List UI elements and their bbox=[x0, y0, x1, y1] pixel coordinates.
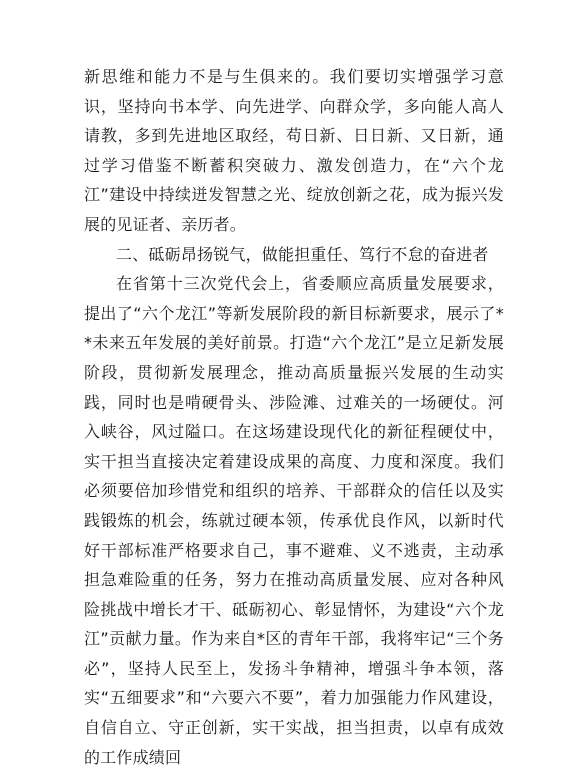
paragraph-continuation: 新思维和能力不是与生俱来的。我们要切实增强学习意识，坚持向书本学、向先进学、向群众学，多向能人高人请教，多到先进地区取经，苟日新、日日新、又日新，通过学习借鉴不断蓄积突破力、激发创造力，在“六个龙江”建设中持续迸发智慧之光、绽放创新之花，成为振兴发展的见证者、亲历者。 bbox=[84, 67, 504, 234]
document-body bbox=[84, 62, 504, 772]
paragraph-body: 在省第十三次党代会上，省委顺应高质量发展要求，提出了“六个龙江”等新发展阶段的新目标新要求，展示了**未来五年发展的美好前景。打造“六个龙江”是立足新发展阶段，贯彻新发展理念，推动高质量振兴发展的生动实践，同时也是啃硬骨头、涉险滩、过难关的一场硬仗。河入峡谷，风过隘口。在这场建设现代化的新征程硬仗中，实干担当直接决定着建设成果的高度、力度和深度。我们必须要倍加珍惜党和组织的培养、干部群众的信任以及实践锻炼的机会，练就过硬本领，传承优良作风，以新时代好干部标准严格要求自己，事不避难、义不逃责，主动承担急难险重的任务，努力在推动高质量发展、应对各种风险挑战中增长才干、砥砺初心、彰显情怀，为建设“六个龙江”贡献力量。作为来自*区的青年干部，我将牢记“三个务必”，坚持人民至上，发扬斗争精神，增强斗争本领，落实“五细要求”和“六要六不要”，着力加强能力作风建设，自信自立、守正创新，实干实战，担当担责，以卓有成效的工作成绩回 bbox=[84, 274, 504, 767]
section-heading: 二、砥砺昂扬锐气，做能担重任、笃行不怠的奋进者 bbox=[116, 244, 489, 264]
